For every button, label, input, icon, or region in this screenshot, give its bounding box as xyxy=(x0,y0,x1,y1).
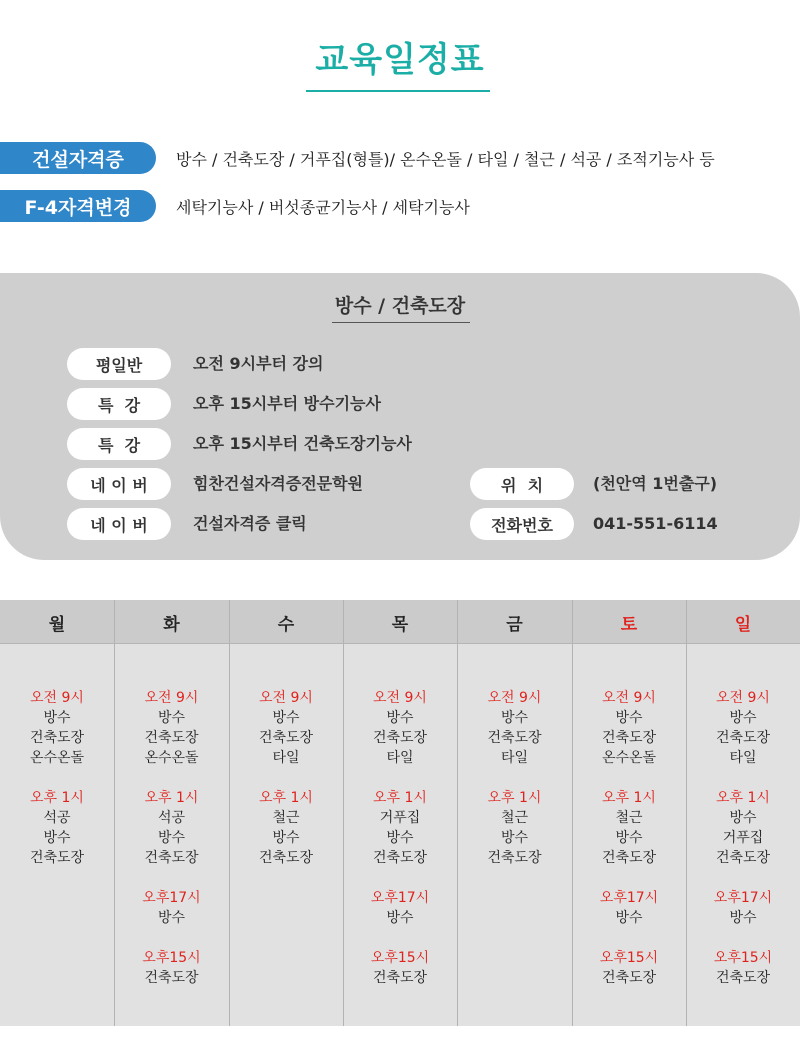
class-name: 타일 xyxy=(386,750,414,766)
class-name: 방수 xyxy=(43,830,71,846)
class-name: 건축도장 xyxy=(601,970,657,986)
class-time: 오후17시 xyxy=(599,890,659,906)
category-badge-construction: 건설자격증 xyxy=(0,142,156,174)
class-time: 오후17시 xyxy=(142,890,201,906)
class-name: 타일 xyxy=(500,750,529,766)
info-title: 방수 / 건축도장 xyxy=(334,295,466,317)
class-time: 오전 9시 xyxy=(30,690,84,706)
class-name: 온수온돌 xyxy=(601,750,657,766)
class-name: 건축도장 xyxy=(144,970,199,986)
class-time: 오후 1시 xyxy=(716,790,770,806)
class-time: 오후 1시 xyxy=(144,790,199,806)
label-naver-1: 네 이 버 xyxy=(67,468,171,500)
class-name: 건축도장 xyxy=(487,730,542,746)
day-column xyxy=(572,688,686,988)
class-name: 철근 xyxy=(272,810,300,826)
class-time: 오후15시 xyxy=(370,950,430,966)
class-name: 방수 xyxy=(157,830,186,846)
class-time: 오후 1시 xyxy=(259,790,313,806)
class-name: 건축도장 xyxy=(372,730,428,746)
spacer xyxy=(572,768,686,788)
day-header: 목 xyxy=(391,614,409,635)
class-name: 건축도장 xyxy=(487,850,542,866)
class-time: 오전 9시 xyxy=(602,690,656,706)
class-name: 건축도장 xyxy=(601,850,657,866)
day-header: 수 xyxy=(277,614,295,635)
class-time: 오후 1시 xyxy=(30,790,84,806)
spacer xyxy=(0,768,114,788)
category-text-f4: 세탁기능사 / 버섯종균기능사 / 세탁기능사 xyxy=(176,197,470,217)
class-name: 방수 xyxy=(43,710,71,726)
class-name: 건축도장 xyxy=(144,730,199,746)
class-time: 오전 9시 xyxy=(373,690,427,706)
day-column xyxy=(343,688,457,988)
value-weekday: 오전 9시부터 강의 xyxy=(193,354,324,373)
class-name: 타일 xyxy=(729,750,757,766)
class-time: 오전 9시 xyxy=(487,690,542,706)
class-name: 건축도장 xyxy=(372,850,428,866)
class-time: 오후15시 xyxy=(713,950,773,966)
category-badge-f4: F-4자격변경 xyxy=(0,190,156,222)
category-text-construction: 방수 / 건축도장 / 거푸집(형틀)/ 온수온돌 / 타일 / 철근 / 석공 / 조적기능사 등 xyxy=(176,149,715,169)
day-header: 화 xyxy=(163,614,180,635)
class-time: 오후17시 xyxy=(713,890,773,906)
class-name: 철근 xyxy=(615,810,643,826)
class-name: 타일 xyxy=(272,750,300,766)
class-name: 방수 xyxy=(386,830,414,846)
class-time: 오전 9시 xyxy=(144,690,199,706)
day-header: 토 xyxy=(620,614,638,635)
spacer xyxy=(686,768,800,788)
schedule-table xyxy=(0,600,800,1026)
day-header: 금 xyxy=(506,614,523,635)
class-name: 방수 xyxy=(500,710,529,726)
label-naver-2: 네 이 버 xyxy=(67,508,171,540)
class-time: 오전 9시 xyxy=(259,690,313,706)
label-weekday: 평일반 xyxy=(67,348,171,380)
value-naver-academy[interactable]: 힘찬건설자격증전문학원 xyxy=(193,474,364,493)
day-header: 일 xyxy=(734,614,752,635)
class-name: 건축도장 xyxy=(144,850,199,866)
spacer xyxy=(686,928,800,948)
class-name: 방수 xyxy=(500,830,529,846)
spacer xyxy=(686,868,800,888)
label-phone: 전화번호 xyxy=(470,508,574,540)
info-title-underline xyxy=(332,322,470,323)
spacer xyxy=(114,768,229,788)
class-name: 건축도장 xyxy=(258,730,314,746)
value-naver-click[interactable]: 건설자격증 클릭 xyxy=(193,514,307,533)
title-underline xyxy=(306,90,490,92)
day-column xyxy=(229,688,343,868)
class-name: 방수 xyxy=(729,810,757,826)
class-time: 오후15시 xyxy=(142,950,201,966)
day-column xyxy=(457,688,572,868)
spacer xyxy=(343,768,457,788)
spacer xyxy=(114,928,229,948)
value-special-1: 오후 15시부터 방수기능사 xyxy=(193,394,381,413)
class-time: 오후 1시 xyxy=(602,790,656,806)
spacer xyxy=(229,768,343,788)
class-name: 방수 xyxy=(615,910,643,926)
spacer xyxy=(572,868,686,888)
class-name: 철근 xyxy=(500,810,529,826)
label-special-2: 특 강 xyxy=(67,428,171,460)
class-name: 방수 xyxy=(386,910,414,926)
day-column xyxy=(686,688,800,988)
class-name: 방수 xyxy=(272,830,300,846)
spacer xyxy=(343,868,457,888)
class-name: 건축도장 xyxy=(715,970,771,986)
class-time: 오후17시 xyxy=(370,890,430,906)
class-name: 건축도장 xyxy=(258,850,314,866)
class-name: 방수 xyxy=(729,910,757,926)
class-name: 방수 xyxy=(615,710,643,726)
class-name: 방수 xyxy=(729,710,757,726)
class-name: 건축도장 xyxy=(715,850,771,866)
class-name: 석공 xyxy=(43,810,71,826)
value-phone[interactable]: 041-551-6114 xyxy=(593,514,718,533)
class-name: 방수 xyxy=(157,710,186,726)
value-location: (천안역 1번출구) xyxy=(593,474,718,493)
class-name: 거푸집 xyxy=(722,830,764,846)
category-row-f4 xyxy=(0,190,470,222)
class-time: 오후 1시 xyxy=(373,790,427,806)
class-name: 방수 xyxy=(615,830,643,846)
info-box xyxy=(0,273,800,560)
class-time: 오전 9시 xyxy=(716,690,770,706)
class-name: 건축도장 xyxy=(715,730,771,746)
class-name: 온수온돌 xyxy=(29,750,85,766)
spacer xyxy=(457,768,572,788)
spacer xyxy=(114,868,229,888)
class-time: 오후15시 xyxy=(599,950,659,966)
spacer xyxy=(343,928,457,948)
class-name: 거푸집 xyxy=(379,810,421,826)
label-location: 위 치 xyxy=(470,468,574,500)
class-name: 건축도장 xyxy=(372,970,428,986)
page-title: 교육일정표 xyxy=(315,40,485,80)
class-name: 방수 xyxy=(157,910,186,926)
day-header: 월 xyxy=(48,614,66,635)
value-special-2: 오후 15시부터 건축도장기능사 xyxy=(193,434,412,453)
class-time: 오후 1시 xyxy=(487,790,542,806)
day-column xyxy=(114,688,229,988)
class-name: 석공 xyxy=(157,810,186,826)
class-name: 건축도장 xyxy=(29,730,85,746)
class-name: 건축도장 xyxy=(29,850,85,866)
class-name: 방수 xyxy=(272,710,300,726)
class-name: 방수 xyxy=(386,710,414,726)
class-name: 건축도장 xyxy=(601,730,657,746)
category-row-construction xyxy=(0,142,715,174)
label-special-1: 특 강 xyxy=(67,388,171,420)
day-column xyxy=(0,688,114,868)
class-name: 온수온돌 xyxy=(144,750,199,766)
spacer xyxy=(572,928,686,948)
